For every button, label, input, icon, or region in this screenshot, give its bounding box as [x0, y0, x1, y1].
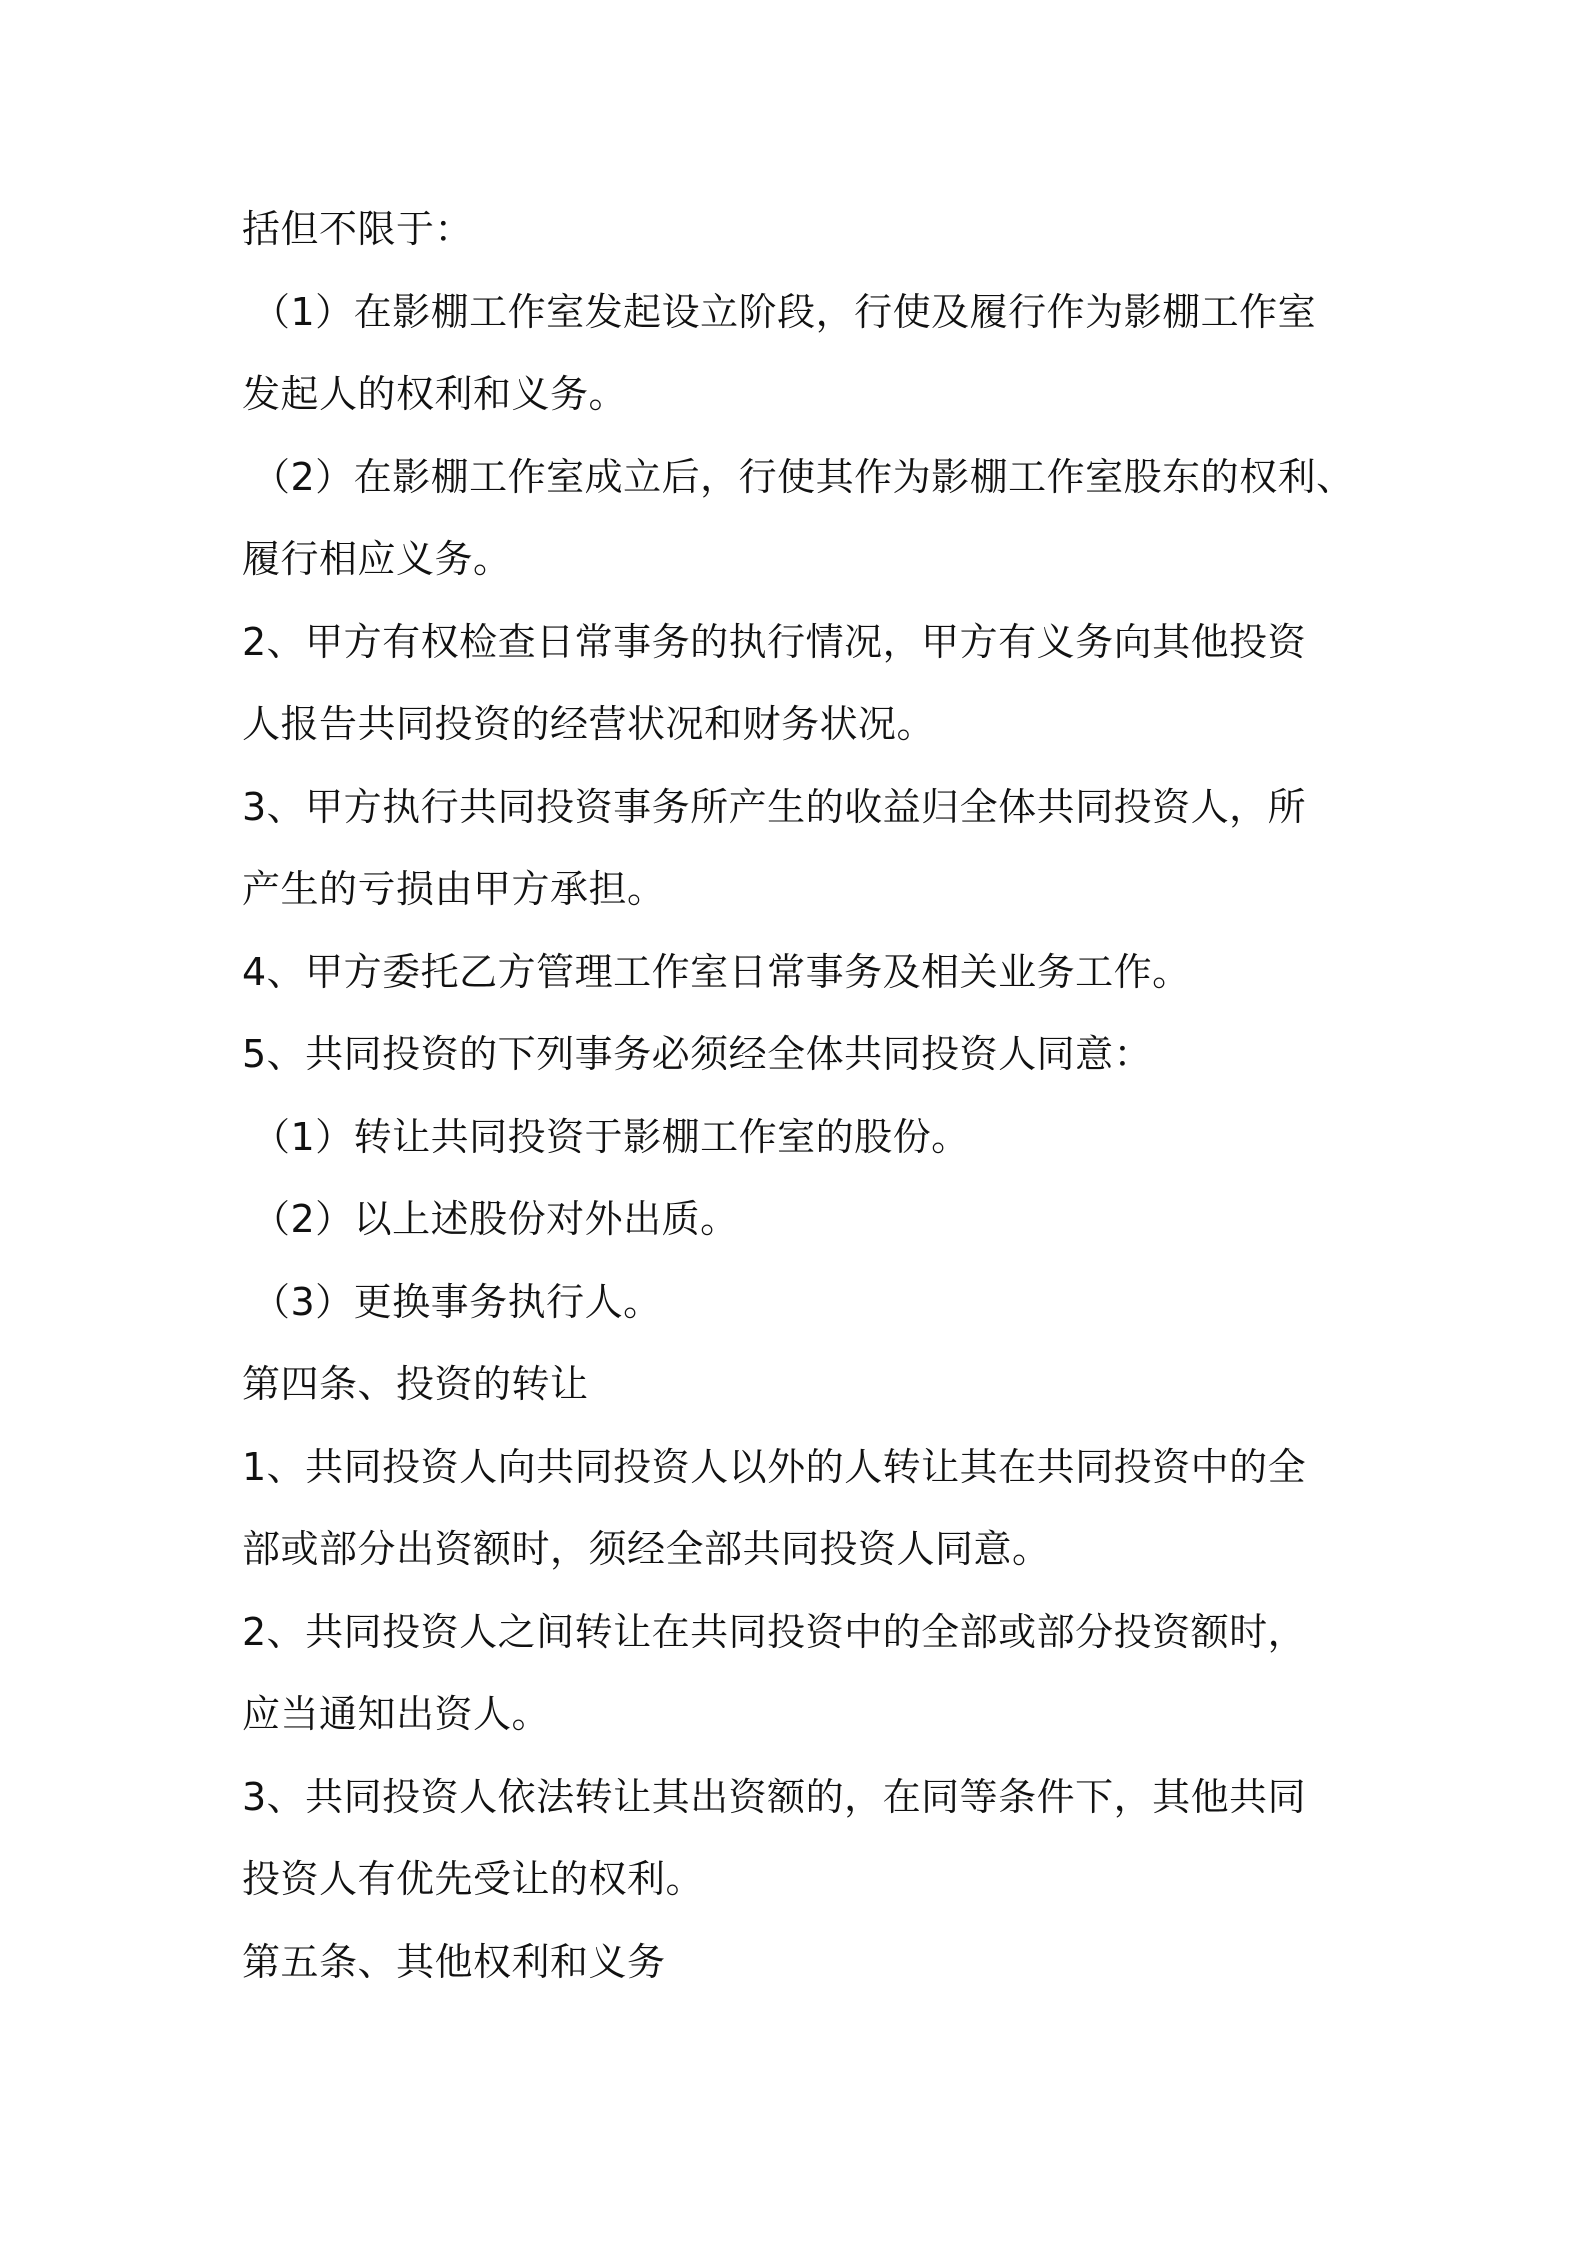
- text-line: （3）更换事务执行人。: [252, 1280, 662, 1324]
- section-heading: 第五条、其他权利和义务: [242, 1940, 666, 1984]
- text-line: 5、共同投资的下列事务必须经全体共同投资人同意：: [242, 1032, 1153, 1076]
- text-line: 部或部分出资额时，须经全部共同投资人同意。: [242, 1527, 1051, 1571]
- text-line: （2）在影棚工作室成立后，行使其作为影棚工作室股东的权利、: [252, 455, 1355, 499]
- text-line: （2）以上述股份对外出质。: [252, 1197, 739, 1241]
- text-line: 2、甲方有权检查日常事务的执行情况，甲方有义务向其他投资: [242, 620, 1307, 664]
- text-line: 括但不限于：: [242, 207, 474, 251]
- text-line: 应当通知出资人。: [242, 1692, 551, 1736]
- text-line: 履行相应义务。: [242, 537, 512, 581]
- text-line: （1）在影棚工作室发起设立阶段，行使及履行作为影棚工作室: [252, 290, 1317, 334]
- text-line: 2、共同投资人之间转让在共同投资中的全部或部分投资额时，: [242, 1610, 1307, 1654]
- text-line: 4、甲方委托乙方管理工作室日常事务及相关业务工作。: [242, 950, 1191, 994]
- text-line: 人报告共同投资的经营状况和财务状况。: [242, 702, 936, 746]
- text-line: 1、共同投资人向共同投资人以外的人转让其在共同投资中的全: [242, 1445, 1307, 1489]
- text-line: 3、甲方执行共同投资事务所产生的收益归全体共同投资人，所: [242, 785, 1307, 829]
- text-line: 产生的亏损由甲方承担。: [242, 867, 666, 911]
- text-line: （1）转让共同投资于影棚工作室的股份。: [252, 1115, 970, 1159]
- text-line: 发起人的权利和义务。: [242, 372, 628, 416]
- section-heading: 第四条、投资的转让: [242, 1362, 589, 1406]
- text-line: 3、共同投资人依法转让其出资额的，在同等条件下，其他共同: [242, 1775, 1307, 1819]
- text-line: 投资人有优先受让的权利。: [242, 1857, 705, 1901]
